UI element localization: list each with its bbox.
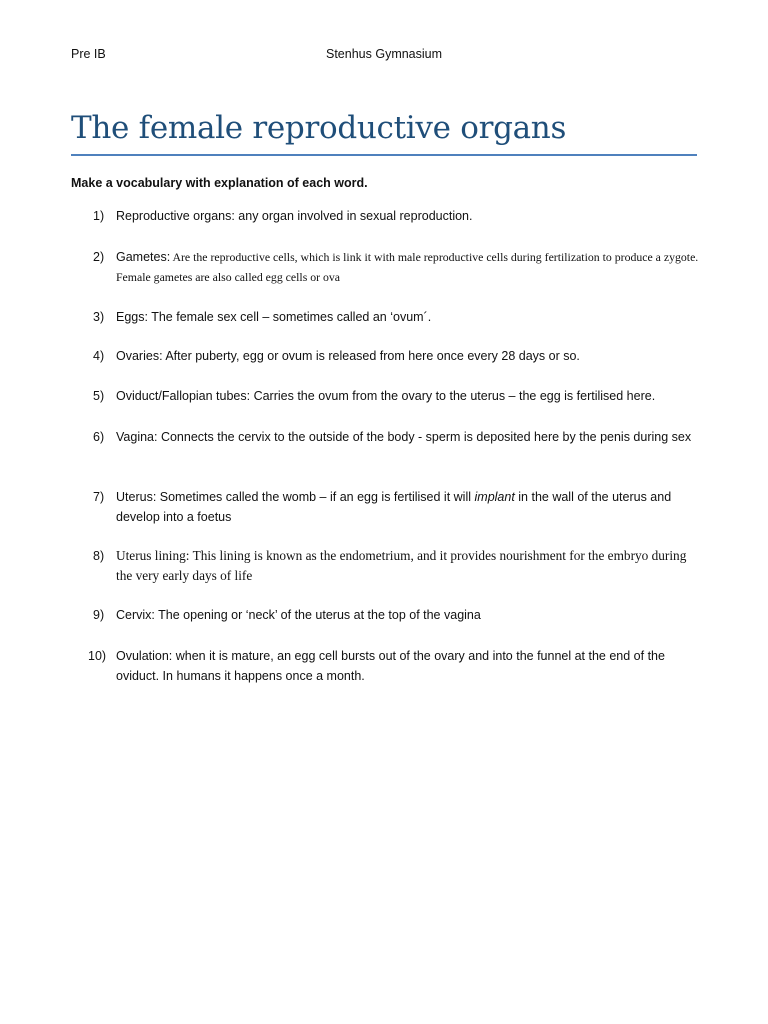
vocab-term: Vagina: bbox=[116, 430, 158, 444]
vocab-term: Uterus: bbox=[116, 490, 157, 504]
vocab-text bbox=[116, 346, 700, 366]
vocab-term: Uterus lining: bbox=[116, 548, 190, 563]
vocab-term: Eggs: bbox=[116, 310, 148, 324]
vocab-definition: Are the reproductive cells, which is link it with male reproductive cells during fertilization to produce a zygote. Female gametes are also called egg cells or ova bbox=[116, 250, 699, 284]
vocab-number: 6) bbox=[93, 430, 105, 444]
instruction-text: Make a vocabulary with explanation of each word. bbox=[71, 176, 368, 190]
vocab-definition: any organ involved in sexual reproduction. bbox=[234, 209, 473, 223]
vocab-text bbox=[116, 247, 700, 287]
vocab-term: Ovaries: bbox=[116, 349, 163, 363]
vocab-term: Oviduct/Fallopian tubes: bbox=[116, 389, 251, 403]
vocab-number: 9) bbox=[93, 608, 105, 622]
vocab-number: 8) bbox=[93, 549, 105, 563]
vocab-definition: The female sex cell – sometimes called an ‘ovum´. bbox=[147, 310, 432, 324]
vocab-text bbox=[116, 546, 700, 586]
vocab-text bbox=[116, 307, 700, 327]
vocab-text bbox=[116, 487, 700, 527]
vocab-definition: Sometimes called the womb – if an egg is fertilised it will bbox=[156, 490, 475, 504]
vocab-definition: Carries the ovum from the ovary to the uterus – the egg is fertilised here. bbox=[250, 389, 656, 403]
vocab-definition-end: in the wall of the uterus and develop into a foetus bbox=[116, 490, 672, 524]
vocab-number: 7) bbox=[93, 490, 105, 504]
vocab-text bbox=[116, 386, 700, 406]
vocab-text bbox=[116, 206, 700, 226]
vocab-definition: Connects the cervix to the outside of the body - sperm is deposited here by the penis during sex bbox=[157, 430, 692, 444]
vocab-definition: This lining is known as the endometrium, and it provides nourishment for the embryo during the very early days of life bbox=[116, 548, 687, 583]
vocab-number: 3) bbox=[93, 310, 105, 324]
vocab-definition: After puberty, egg or ovum is released from here once every 28 days or so. bbox=[162, 349, 580, 363]
header-left: Pre IB bbox=[71, 47, 106, 61]
vocab-term: Gametes: bbox=[116, 250, 171, 264]
vocab-number: 2) bbox=[93, 250, 105, 264]
vocab-number: 4) bbox=[93, 349, 105, 363]
vocab-number: 1) bbox=[93, 209, 105, 223]
vocab-text bbox=[116, 605, 700, 625]
vocab-definition: when it is mature, an egg cell bursts out of the ovary and into the funnel at the end of the oviduct. In humans it happens once a month. bbox=[116, 649, 665, 683]
vocab-emphasis: implant bbox=[474, 490, 515, 504]
vocab-term: Reproductive organs: bbox=[116, 209, 235, 223]
vocab-term: Ovulation: bbox=[116, 649, 173, 663]
vocab-number: 10) bbox=[88, 649, 107, 663]
vocab-text bbox=[116, 646, 700, 686]
vocab-number: 5) bbox=[93, 389, 105, 403]
document-title: The female reproductive organs bbox=[71, 110, 567, 146]
vocab-term: Cervix: bbox=[116, 608, 155, 622]
vocab-definition: The opening or ‘neck’ of the uterus at the top of the vagina bbox=[154, 608, 481, 622]
header-school-name: Stenhus Gymnasium bbox=[326, 47, 443, 61]
title-underline bbox=[71, 154, 697, 156]
vocab-text bbox=[116, 427, 700, 447]
